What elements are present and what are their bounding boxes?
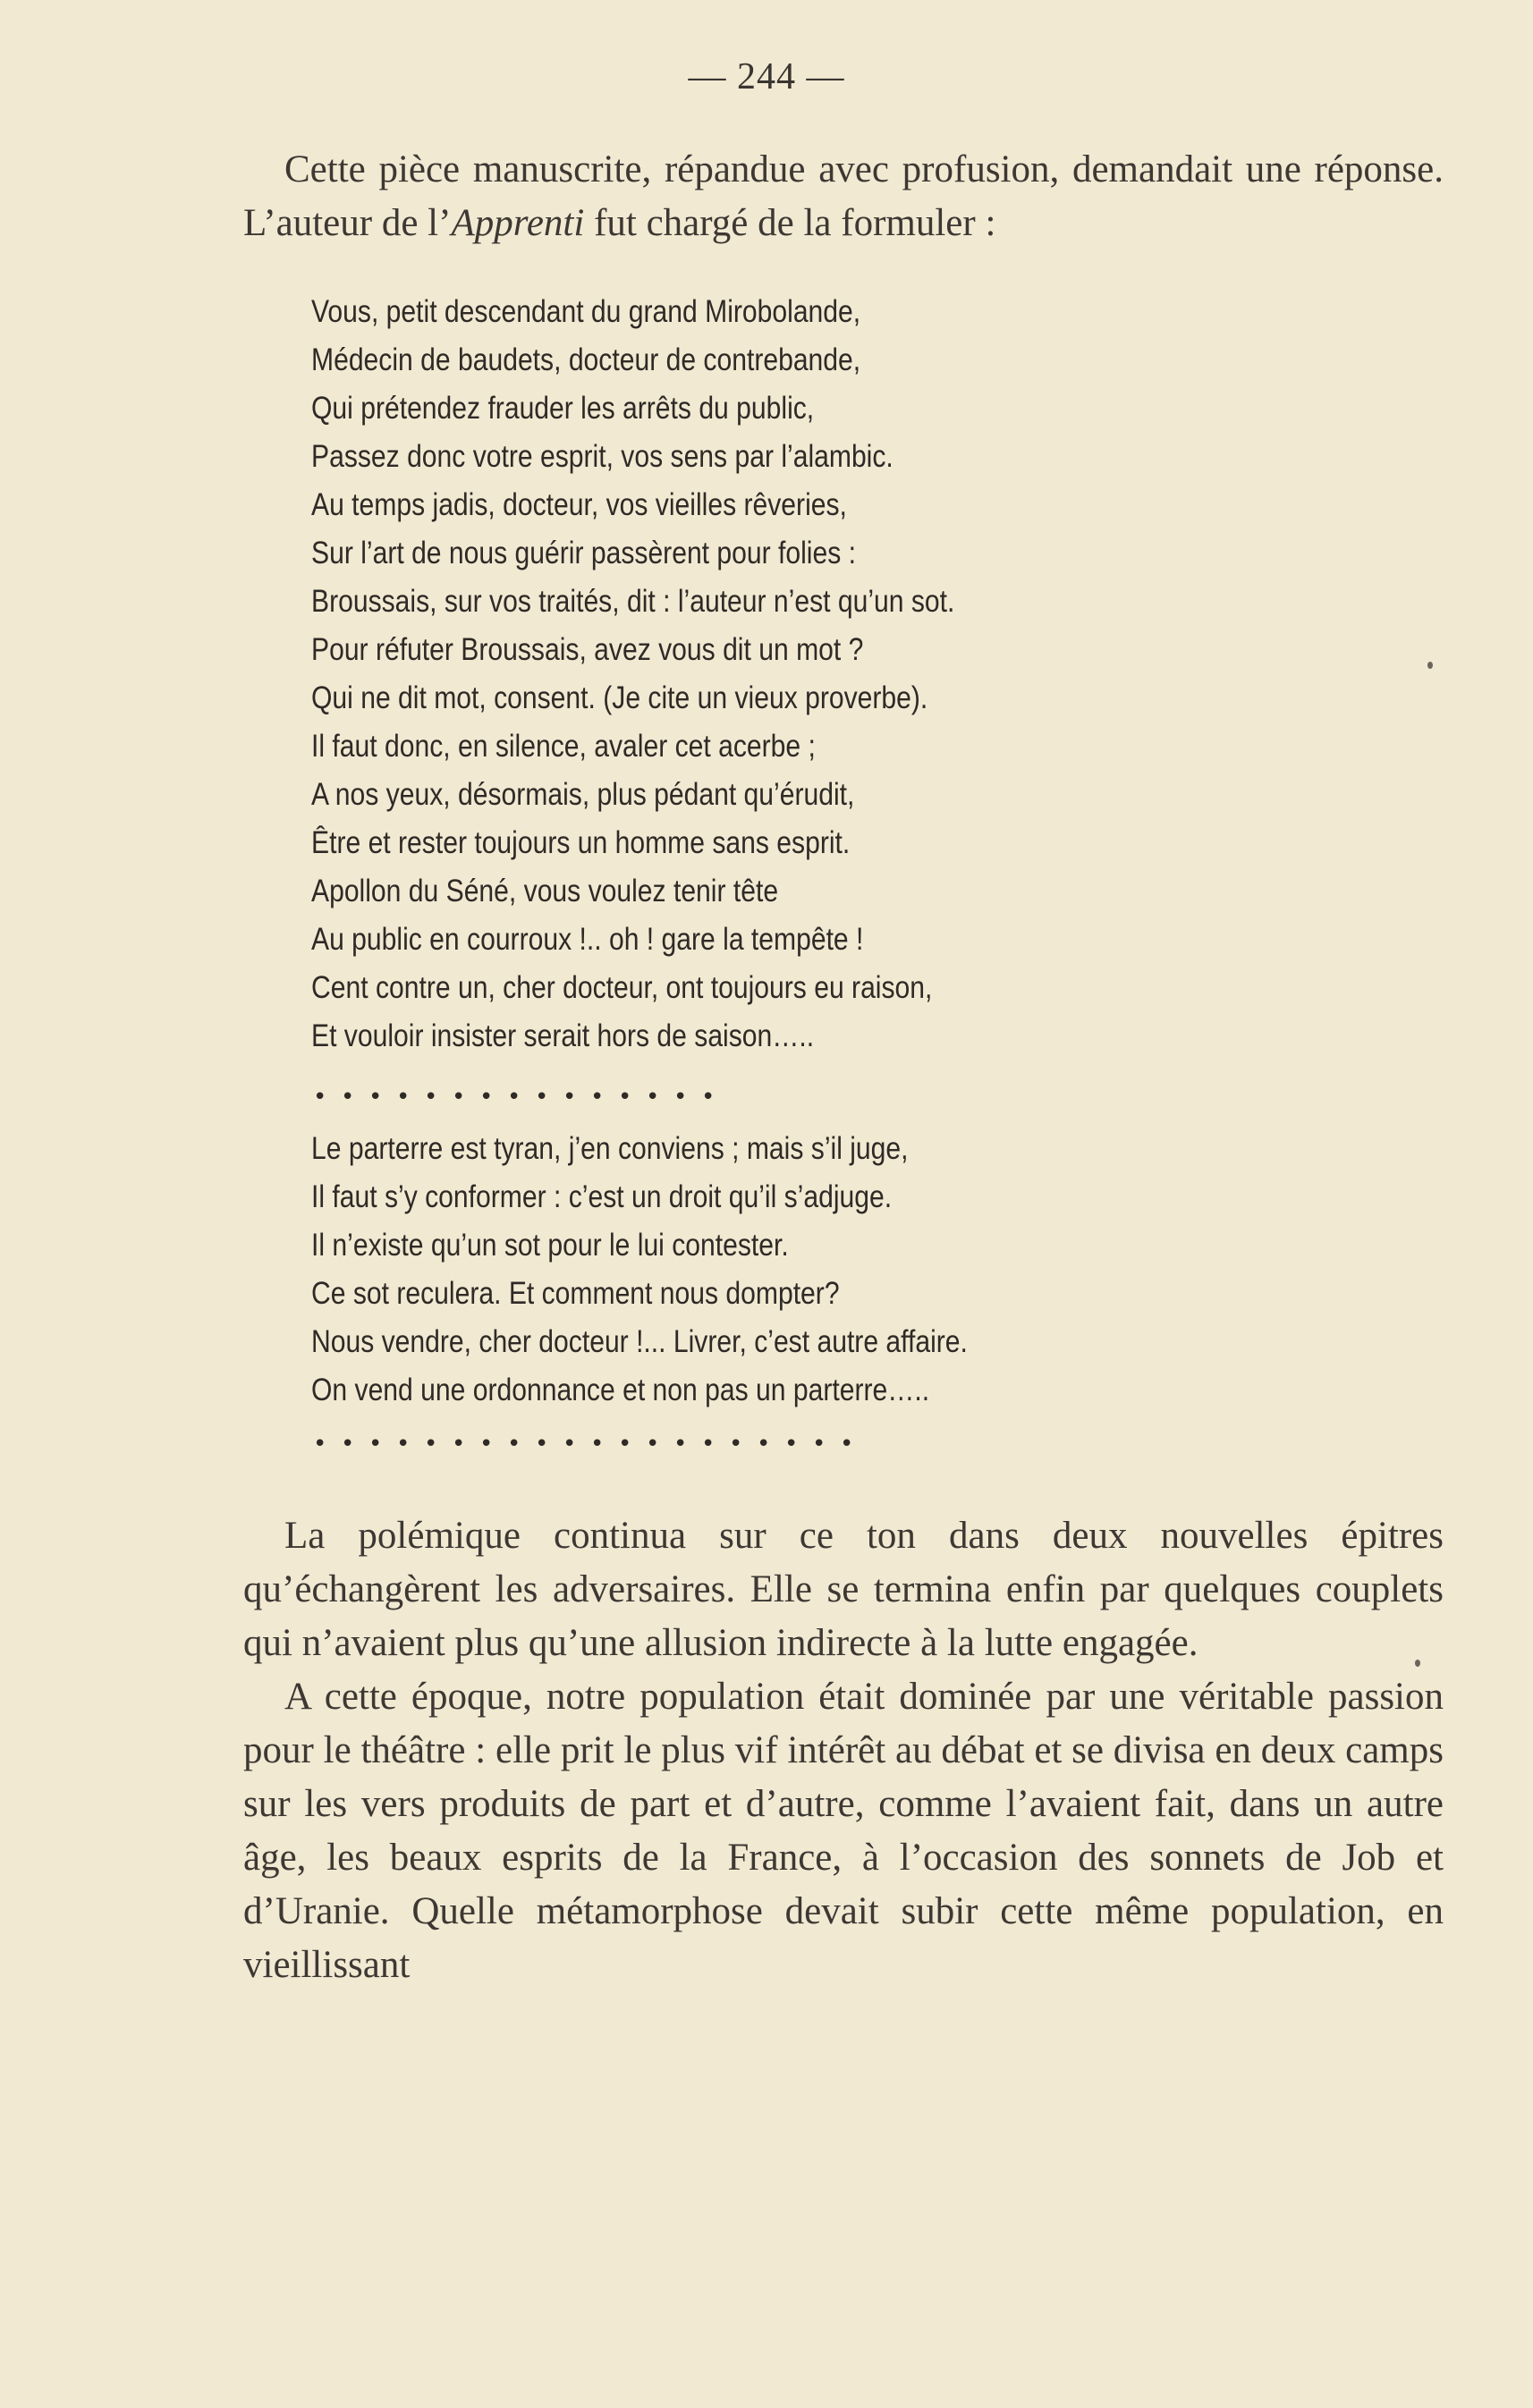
- ellipsis-dot: •: [590, 1431, 605, 1457]
- poem-line: Nous vendre, cher docteur !... Livrer, c’est autre affaire.: [311, 1324, 968, 1359]
- poem-line: Ce sot reculera. Et comment nous dompter?: [311, 1276, 840, 1311]
- poem-line: Vous, petit descendant du grand Mirobolande,: [311, 294, 861, 329]
- ellipsis-dot: •: [757, 1431, 771, 1457]
- intro-suffix: fut chargé de la formuler :: [584, 202, 996, 244]
- poem-line: Être et rester toujours un homme sans esprit.: [311, 825, 851, 860]
- ellipsis-dot: •: [673, 1084, 688, 1111]
- ellipsis-dot: •: [535, 1431, 549, 1457]
- ellipsis-dot: •: [479, 1431, 494, 1457]
- ellipsis-dot: •: [368, 1431, 383, 1457]
- poem-line: Apollon du Séné, vous voulez tenir tête: [311, 874, 779, 908]
- poem-line: Pour réfuter Broussais, avez vous dit un mot ?: [311, 632, 864, 667]
- ellipsis-dot: •: [701, 1084, 716, 1111]
- poem-stanza-1: [311, 288, 1096, 1060]
- poem-stanza-2: [311, 1125, 1096, 1415]
- ellipsis-dot: •: [396, 1084, 411, 1111]
- ellipsis-dot: •: [701, 1431, 716, 1457]
- ellipsis-dot: •: [563, 1084, 577, 1111]
- poem-line: Il faut donc, en silence, avaler cet acerbe ;: [311, 729, 816, 764]
- poem-line: Broussais, sur vos traités, dit : l’auteur n’est qu’un sot.: [311, 584, 955, 619]
- page-number: — 244 —: [688, 56, 845, 97]
- ellipsis-dot: •: [646, 1431, 660, 1457]
- poem-line: Le parterre est tyran, j’en conviens ; mais s’il juge,: [311, 1131, 909, 1166]
- ellipsis-row-2: [313, 1431, 868, 1457]
- ellipsis-dot: •: [452, 1431, 466, 1457]
- ellipsis-dot: •: [479, 1084, 494, 1111]
- poem-line: Et vouloir insister serait hors de saison…..: [311, 1018, 815, 1053]
- intro-paragraph: [243, 143, 1444, 250]
- poem-line: Médecin de baudets, docteur de contrebande,: [311, 342, 861, 377]
- poem-line: Il faut s’y conformer : c’est un droit qu’il s’adjuge.: [311, 1179, 893, 1214]
- ellipsis-dot: •: [341, 1431, 355, 1457]
- ellipsis-dot: •: [812, 1431, 826, 1457]
- ellipsis-dot: •: [507, 1431, 521, 1457]
- ellipsis-dot: •: [784, 1431, 799, 1457]
- poem-line: Au public en courroux !.. oh ! gare la tempête !: [311, 922, 864, 957]
- poem-line: Cent contre un, cher docteur, ont toujours eu raison,: [311, 970, 933, 1005]
- ellipsis-dot: •: [563, 1431, 577, 1457]
- paragraph-polemic: La polémique continua sur ce ton dans deux nouvelles épitres qu’échangèrent les adversaires. Elle se termina enfin par quelques couplets qui n’avaient plus qu’une allusion indirecte à la lutte engagée.: [243, 1515, 1444, 1664]
- ellipsis-dot: •: [646, 1084, 660, 1111]
- ellipsis-dot: •: [590, 1084, 605, 1111]
- poem-line: Au temps jadis, docteur, vos vieilles rêveries,: [311, 487, 847, 522]
- ellipsis-dot: •: [396, 1431, 411, 1457]
- poem-line: Qui ne dit mot, consent. (Je cite un vieux proverbe).: [311, 680, 928, 715]
- ellipsis-dot: •: [618, 1084, 632, 1111]
- intro-title: Apprenti: [451, 202, 585, 244]
- ellipsis-dot: •: [673, 1431, 688, 1457]
- ellipsis-dot: •: [341, 1084, 355, 1111]
- ellipsis-dot: •: [313, 1084, 327, 1111]
- poem-line: Il n’existe qu’un sot pour le lui contester.: [311, 1228, 789, 1263]
- poem-line: On vend une ordonnance et non pas un parterre…..: [311, 1373, 930, 1407]
- poem-line: A nos yeux, désormais, plus pédant qu’érudit,: [311, 777, 855, 812]
- closing-text: [243, 1509, 1444, 1992]
- poem-line: Qui prétendez frauder les arrêts du public,: [311, 391, 815, 426]
- ellipsis-dot: •: [313, 1431, 327, 1457]
- ink-speck: [1427, 662, 1433, 669]
- ellipsis-row-1: [313, 1084, 729, 1111]
- paragraph-theatre: A cette époque, notre population était dominée par une véritable passion pour le théâtre : elle prit le plus vif intérêt au débat et se divisa en deux camps sur les vers produits de part et d’autre, comme l’avaient fait, dans un autre âge, les beaux esprits de la France, à l’occasion des sonnets de Job et d’Uranie. Quelle métamorphose devait subir cette même population, en vieillissant: [243, 1676, 1444, 1986]
- ellipsis-dot: •: [535, 1084, 549, 1111]
- ink-speck: [1415, 1660, 1420, 1667]
- poem-line: Passez donc votre esprit, vos sens par l’alambic.: [311, 439, 894, 474]
- ellipsis-dot: •: [507, 1084, 521, 1111]
- ellipsis-dot: •: [424, 1084, 438, 1111]
- poem-line: Sur l’art de nous guérir passèrent pour folies :: [311, 536, 857, 570]
- ellipsis-dot: •: [424, 1431, 438, 1457]
- ellipsis-dot: •: [618, 1431, 632, 1457]
- ellipsis-dot: •: [452, 1084, 466, 1111]
- ellipsis-dot: •: [729, 1431, 743, 1457]
- ellipsis-dot: •: [368, 1084, 383, 1111]
- ellipsis-dot: •: [840, 1431, 854, 1457]
- intro-prefix: Cette pièce manuscrite, répandue avec profusion, demandait une réponse. L’auteur de l’: [243, 148, 1444, 244]
